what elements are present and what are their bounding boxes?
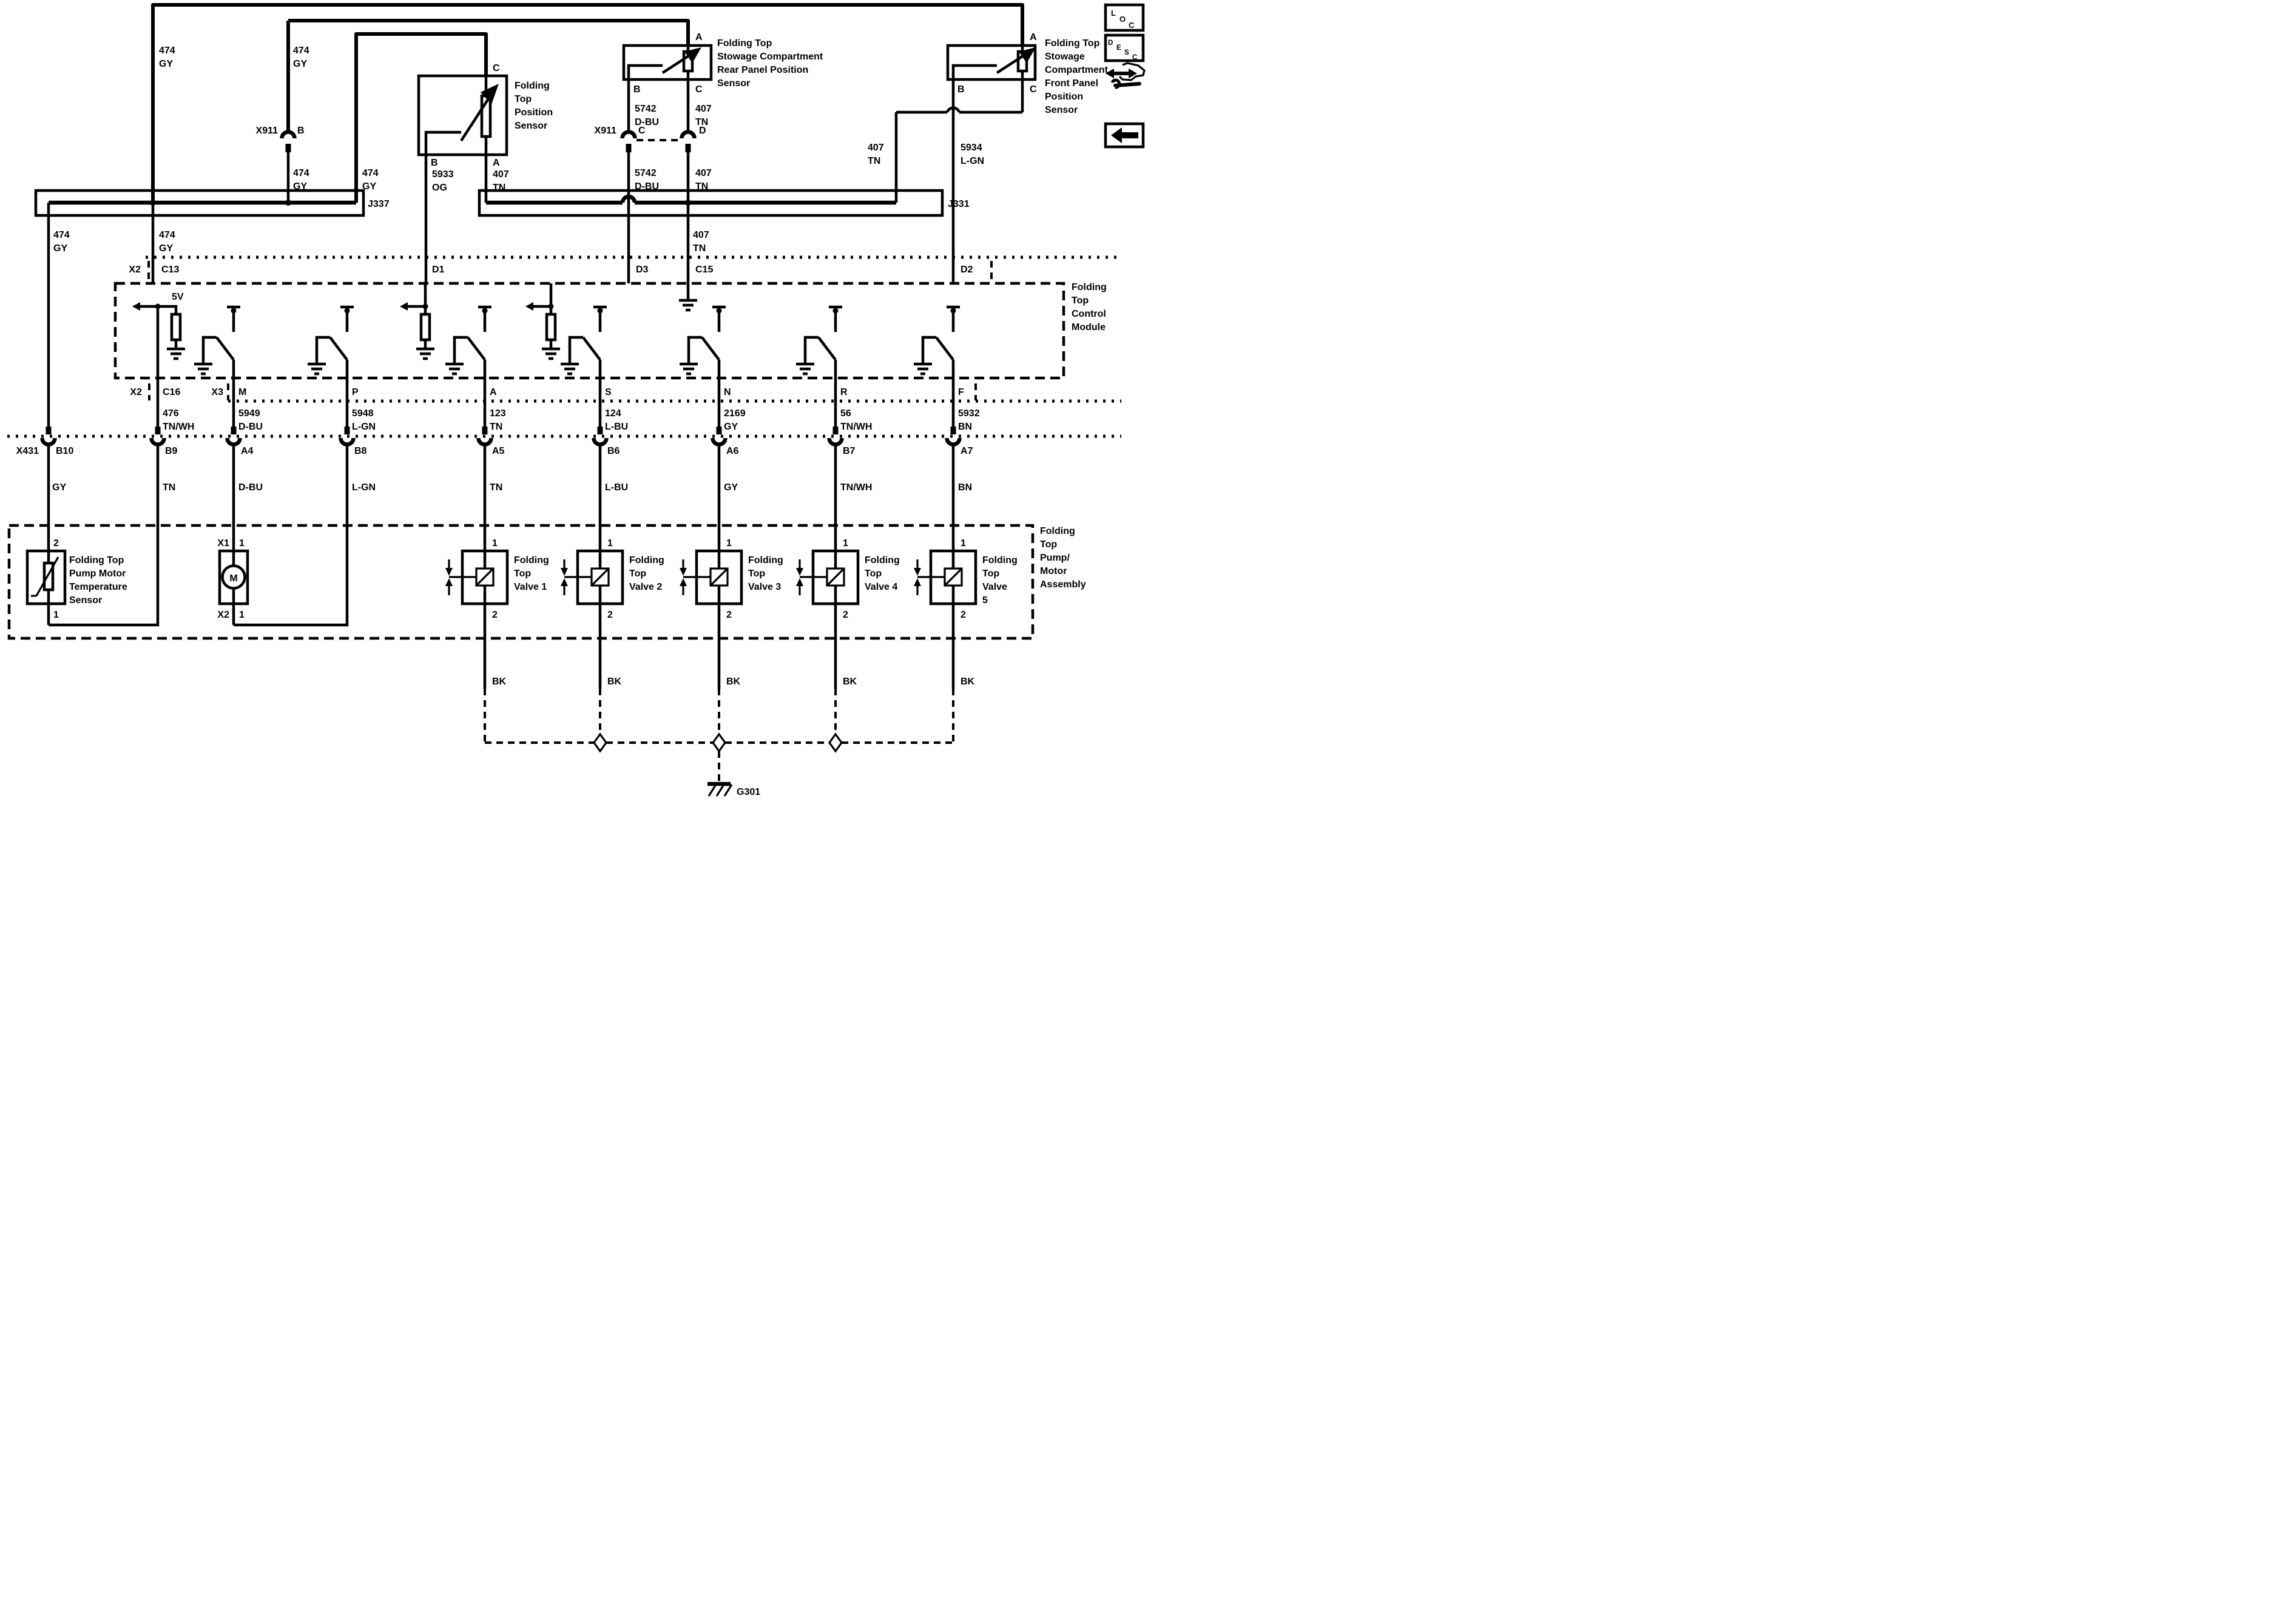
module-pin-n: N [724, 387, 731, 397]
svg-text:L-BU: L-BU [605, 422, 629, 432]
assembly-name: Folding [1040, 526, 1075, 536]
x431-pin-a5: A5 [492, 446, 505, 456]
svg-text:OG: OG [432, 183, 447, 193]
svg-text:L-GN: L-GN [352, 422, 376, 432]
svg-text:Position: Position [1045, 92, 1084, 102]
motor-pin-x1-1: 1 [239, 538, 245, 549]
temp-sensor-name: Folding Top [69, 555, 124, 565]
adjustable-component-icon[interactable] [1106, 63, 1144, 87]
svg-text:TN: TN [695, 181, 709, 192]
svg-text:GY: GY [293, 59, 308, 69]
temp-sensor-pin-2: 2 [53, 538, 59, 549]
x431-pin-a6: A6 [726, 446, 739, 456]
svg-text:407: 407 [868, 143, 884, 153]
svg-text:Folding: Folding [629, 555, 664, 565]
svg-text:2169: 2169 [724, 408, 746, 419]
svg-text:TN: TN [490, 422, 503, 432]
x911-label-2: X911 [594, 126, 616, 136]
svg-text:Folding: Folding [514, 555, 549, 565]
wire-labels-top [53, 46, 984, 254]
svg-text:TN: TN [693, 243, 706, 254]
svg-text:474: 474 [293, 168, 309, 178]
ground-g301 [707, 784, 760, 797]
svg-text:Valve 2: Valve 2 [629, 582, 663, 592]
x431-pin-b9: B9 [165, 446, 178, 456]
folding-top-stowage-front-panel-sensor [948, 32, 1109, 115]
svg-text:BN: BN [958, 422, 973, 432]
module-internal-c15-ground [679, 283, 697, 310]
motor-conn-x2: X2 [217, 610, 229, 620]
svg-text:474: 474 [159, 230, 175, 240]
svg-text:Temperature: Temperature [69, 582, 127, 592]
folding-top-stowage-rear-panel-sensor [624, 32, 823, 95]
svg-text:1: 1 [961, 538, 966, 549]
folding-top-control-module [115, 257, 1121, 401]
module-driver-f [914, 307, 960, 378]
connector-x911-b [256, 126, 305, 152]
svg-text:L-BU: L-BU [605, 482, 629, 493]
motor-pin-x2-1: 1 [239, 610, 245, 620]
svg-text:Top: Top [982, 569, 1000, 579]
svg-text:TN/WH: TN/WH [840, 482, 873, 493]
temp-sensor-pin-1: 1 [53, 610, 59, 620]
svg-text:Valve: Valve [982, 582, 1007, 592]
module-pin-c15: C15 [695, 265, 714, 275]
module-pin-m: M [238, 387, 247, 397]
svg-text:Top: Top [748, 569, 766, 579]
loc-l: L [1111, 8, 1116, 18]
svg-text:Position: Position [515, 107, 553, 118]
svg-text:L-GN: L-GN [352, 482, 376, 493]
svg-text:5934: 5934 [961, 143, 982, 153]
module-conn-x2: X2 [129, 265, 141, 275]
svg-text:124: 124 [605, 408, 621, 419]
svg-text:BK: BK [843, 677, 857, 687]
svg-text:Top: Top [514, 569, 532, 579]
module-pin-p: P [352, 387, 359, 397]
svg-text:407: 407 [693, 230, 709, 240]
svg-text:Sensor: Sensor [1045, 105, 1078, 115]
svg-text:Motor: Motor [1040, 566, 1067, 576]
loc-button[interactable] [1106, 5, 1143, 30]
desc-button[interactable] [1106, 35, 1143, 61]
rear-sensor-pin-c: C [695, 84, 703, 95]
front-sensor-pin-b: B [957, 84, 965, 95]
motor-m: M [229, 573, 238, 584]
svg-text:Rear Panel Position: Rear Panel Position [717, 65, 809, 75]
supply-bus-474 [153, 5, 1022, 283]
x431-pin-b7: B7 [843, 446, 856, 456]
x431-pin-b10: B10 [56, 446, 74, 456]
loc-o: O [1119, 15, 1126, 24]
desc-e: E [1116, 44, 1121, 52]
svg-text:Top: Top [1072, 295, 1089, 306]
svg-text:Front Panel: Front Panel [1045, 78, 1099, 89]
x431-label: X431 [16, 446, 39, 456]
svg-text:TN/WH: TN/WH [840, 422, 873, 432]
front-sensor-pin-a: A [1030, 32, 1037, 42]
svg-text:L-GN: L-GN [961, 156, 985, 166]
svg-text:Folding: Folding [748, 555, 783, 565]
svg-text:GY: GY [293, 181, 308, 192]
svg-text:GY: GY [159, 59, 174, 69]
svg-text:TN: TN [695, 117, 709, 127]
module-5v: 5V [172, 292, 184, 302]
x911-pin-b: B [297, 126, 305, 136]
svg-text:BN: BN [958, 482, 973, 493]
svg-text:Folding: Folding [865, 555, 900, 565]
svg-text:5742: 5742 [635, 104, 657, 114]
pos-sensor-pin-a: A [493, 158, 500, 168]
svg-text:474: 474 [362, 168, 379, 178]
svg-text:TN: TN [490, 482, 503, 493]
splice-diamond-3 [829, 734, 842, 751]
svg-text:2: 2 [726, 610, 732, 620]
svg-text:Sensor: Sensor [515, 121, 548, 131]
svg-text:5932: 5932 [958, 408, 980, 419]
svg-text:Folding: Folding [982, 555, 1018, 565]
module-pin-d2: D2 [961, 265, 973, 275]
pos-sensor-pin-c: C [493, 63, 500, 73]
svg-text:GY: GY [724, 482, 738, 493]
svg-text:Top: Top [1040, 539, 1058, 550]
nav-icons [1106, 5, 1144, 147]
pos-sensor-pin-b: B [431, 158, 438, 168]
svg-text:Pump Motor: Pump Motor [69, 569, 126, 579]
svg-text:5949: 5949 [238, 408, 260, 419]
module-driver-s [561, 307, 607, 378]
svg-text:5742: 5742 [635, 168, 657, 178]
module-driver-m [194, 307, 240, 378]
svg-text:Compartment: Compartment [1045, 65, 1109, 75]
module-conn-x2-out: X2 [130, 387, 142, 397]
x911-label: X911 [255, 126, 278, 136]
rear-sensor-pin-b: B [633, 84, 641, 95]
svg-text:1: 1 [492, 538, 498, 549]
rear-sensor-name: Folding Top [717, 38, 772, 49]
svg-text:Control: Control [1072, 309, 1106, 319]
module-pin-d1: D1 [432, 265, 445, 275]
folding-top-valve-1 [445, 538, 549, 620]
j331-label: J331 [948, 199, 970, 209]
svg-text:474: 474 [159, 46, 175, 56]
svg-text:Sensor: Sensor [69, 595, 103, 606]
module-internal-d1 [400, 302, 434, 359]
module-pin-a: A [490, 387, 497, 397]
module-pin-d3: D3 [636, 265, 649, 275]
svg-text:TN: TN [493, 183, 506, 193]
svg-text:GY: GY [52, 482, 67, 493]
svg-text:GY: GY [724, 422, 738, 432]
folding-top-pump-motor-assembly [9, 525, 1086, 638]
motor-conn-x1: X1 [217, 538, 229, 549]
pos-sensor-name: Folding [515, 81, 550, 91]
module-internal-mid [525, 302, 560, 359]
desc-c: C [1132, 54, 1138, 61]
pump-motor [217, 538, 248, 625]
svg-text:TN: TN [868, 156, 881, 166]
svg-text:407: 407 [493, 169, 509, 180]
module-pin-c13: C13 [161, 265, 180, 275]
svg-text:BK: BK [492, 677, 507, 687]
svg-text:Stowage: Stowage [1045, 52, 1085, 62]
x431-pin-b6: B6 [607, 446, 620, 456]
svg-text:5933: 5933 [432, 169, 454, 180]
wiring-diagram-page [0, 0, 1148, 809]
svg-text:123: 123 [490, 408, 506, 419]
module-output-wires [158, 378, 980, 432]
module-pin-r: R [840, 387, 848, 397]
folding-top-wiring-diagram [0, 0, 1148, 809]
folding-top-valve-4 [796, 538, 900, 620]
svg-text:474: 474 [53, 230, 70, 240]
svg-text:BK: BK [961, 677, 975, 687]
desc-s: S [1124, 49, 1129, 56]
module-pin-f: F [958, 387, 964, 397]
svg-text:2: 2 [607, 610, 613, 620]
svg-text:BK: BK [726, 677, 741, 687]
g301-label: G301 [737, 787, 761, 797]
x911-pin-d: D [699, 126, 706, 136]
folding-top-valve-3 [680, 538, 783, 620]
svg-text:Top: Top [515, 94, 532, 104]
module-driver-n [680, 307, 726, 378]
svg-text:Module: Module [1072, 322, 1106, 333]
svg-text:Valve 4: Valve 4 [865, 582, 898, 592]
svg-text:2: 2 [843, 610, 848, 620]
front-sensor-pin-c: C [1030, 84, 1037, 95]
front-sensor-name: Folding Top [1045, 38, 1100, 49]
svg-text:2: 2 [961, 610, 966, 620]
svg-text:Valve 1: Valve 1 [514, 582, 547, 592]
module-name: Folding [1072, 282, 1107, 292]
svg-text:1: 1 [726, 538, 732, 549]
module-driver-p [308, 307, 354, 378]
busbar-j337 [36, 191, 390, 215]
desc-d: D [1108, 39, 1113, 47]
svg-text:2: 2 [492, 610, 498, 620]
svg-text:D-BU: D-BU [238, 422, 263, 432]
svg-text:TN: TN [163, 482, 176, 493]
wire-407-front [896, 79, 1022, 203]
rear-sensor-pin-a: A [695, 32, 703, 42]
svg-text:Stowage Compartment: Stowage Compartment [717, 52, 823, 62]
svg-text:Pump/: Pump/ [1040, 553, 1070, 563]
module-pin-c16: C16 [163, 387, 181, 397]
svg-text:56: 56 [840, 408, 851, 419]
svg-text:BK: BK [607, 677, 622, 687]
x431-pin-a7: A7 [961, 446, 973, 456]
x911-pin-c: C [638, 126, 646, 136]
x431-pin-a4: A4 [241, 446, 254, 456]
folding-top-position-sensor [419, 63, 553, 168]
module-driver-r [796, 307, 842, 378]
svg-text:5948: 5948 [352, 408, 374, 419]
svg-text:407: 407 [695, 168, 712, 178]
svg-text:TN/WH: TN/WH [163, 422, 195, 432]
svg-text:GY: GY [159, 243, 174, 254]
svg-text:Top: Top [629, 569, 647, 579]
svg-text:Top: Top [865, 569, 882, 579]
svg-text:Assembly: Assembly [1040, 579, 1086, 590]
module-conn-x3: X3 [211, 387, 223, 397]
module-driver-a [445, 307, 491, 378]
back-button[interactable] [1106, 124, 1143, 147]
loc-c: C [1129, 21, 1135, 30]
svg-text:Valve 3: Valve 3 [748, 582, 782, 592]
folding-top-valve-5 [914, 538, 1018, 620]
svg-text:474: 474 [293, 46, 309, 56]
svg-text:407: 407 [695, 104, 712, 114]
svg-text:D-BU: D-BU [635, 117, 659, 127]
ground-distribution [485, 604, 975, 797]
svg-text:476: 476 [163, 408, 179, 419]
svg-text:1: 1 [843, 538, 848, 549]
svg-text:D-BU: D-BU [238, 482, 263, 493]
x431-pin-b8: B8 [354, 446, 367, 456]
wires-to-assembly [49, 445, 972, 625]
svg-text:Sensor: Sensor [717, 78, 751, 89]
folding-top-valve-2 [561, 538, 664, 620]
module-internal-c16 [132, 302, 185, 378]
j337-label: J337 [368, 199, 390, 209]
svg-text:GY: GY [362, 181, 377, 192]
svg-text:1: 1 [607, 538, 613, 549]
svg-text:D-BU: D-BU [635, 181, 659, 192]
svg-text:5: 5 [982, 595, 988, 606]
module-pin-s: S [605, 387, 612, 397]
splice-diamond-1 [594, 734, 606, 751]
splice-diamond-2 [713, 734, 725, 751]
pump-motor-temperature-sensor [27, 538, 127, 625]
svg-text:GY: GY [53, 243, 68, 254]
